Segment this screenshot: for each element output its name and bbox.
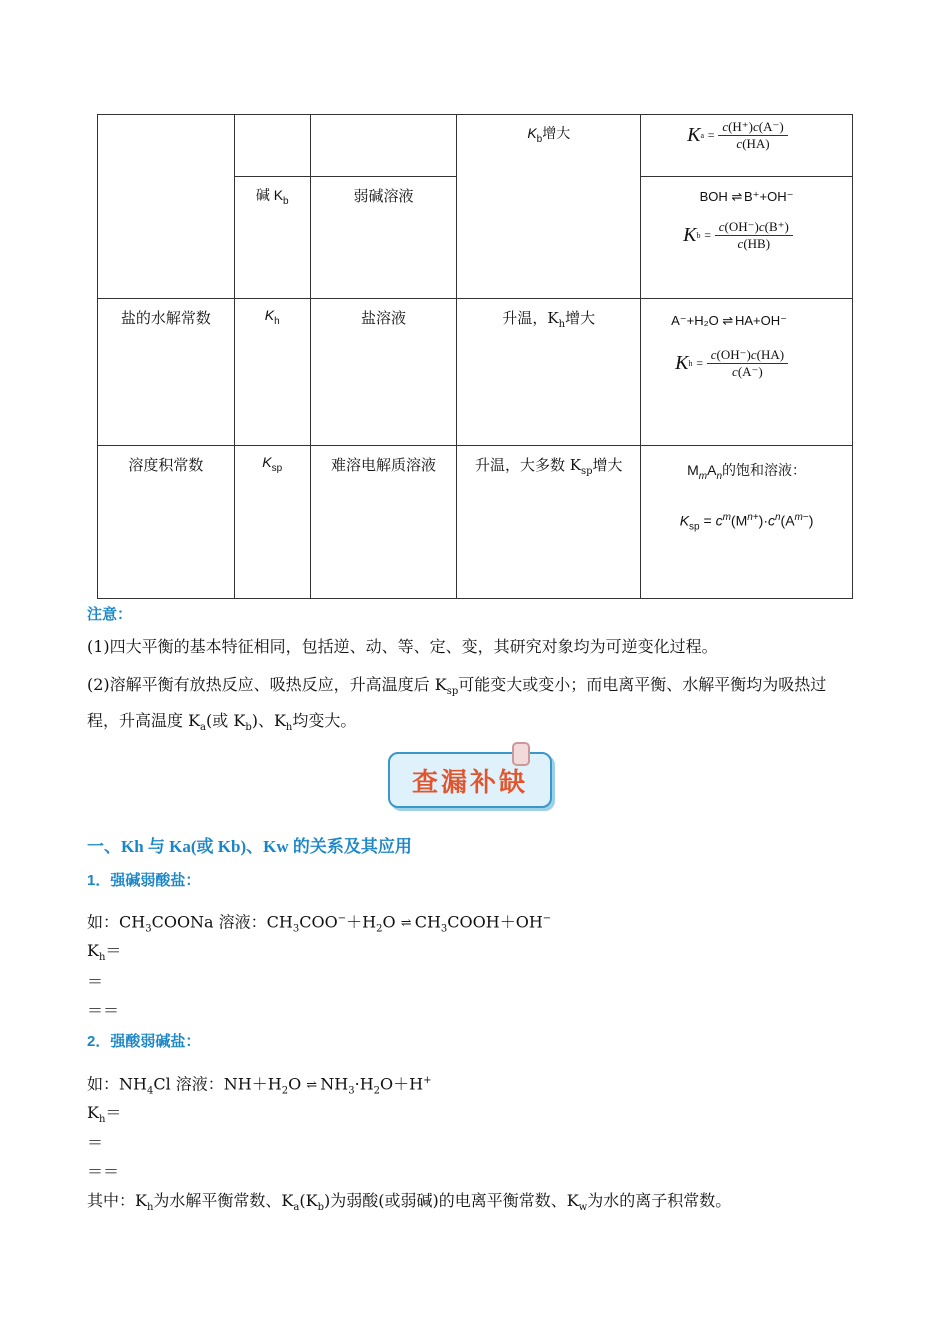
banner-label: 查漏补缺 [411, 768, 528, 798]
eq-line-2: ＝＝ [87, 1001, 120, 1020]
paper-clip-icon [512, 742, 530, 766]
kh-line-2: $K_h=$ [87, 1103, 122, 1126]
note-paragraph-1: (1)四大平衡的基本特征相同，包括逆、动、等、定、变，其研究对象均为可逆变化过程。 [87, 637, 718, 656]
note-paragraph-2: (2)溶解平衡有放热反应、吸热反应，升高温度后 $K_{sp}$可能变大或变小；而电离平衡、水解平衡均为吸热过 [87, 675, 827, 698]
table-cell [310, 115, 457, 177]
subsection-1-title: 1．强碱弱酸盐： [87, 872, 201, 889]
example-2: 如：$NH_4Cl$ 溶液：$NH+H_2O$ ⇌ $NH_3\cdot H_2O+H^+$ [87, 1074, 432, 1097]
ka-formula-cell: Ka = $\frac{c(H^+)c(A^-)}{c(HA)}$ [641, 115, 853, 177]
equilibrium-arrow-icon: ⇌ [400, 916, 410, 932]
table-cell: $K_{sp}$ [234, 446, 310, 599]
equilibrium-arrow-icon: ⇌ [306, 1078, 316, 1094]
example-1: 如：$CH_3COONa$ 溶液：$CH_3COO^-+H_2O$ ⇌ $CH_3COOH+OH^-$ [87, 912, 552, 935]
note-title: 注意： [87, 606, 133, 623]
table-cell: $K_h$ [234, 299, 310, 446]
table-cell: 碱 $K_b$ [234, 177, 310, 299]
table-cell [98, 115, 235, 299]
table-cell: 溶度积常数 [98, 446, 235, 599]
eq-line-4: ＝＝ [87, 1162, 120, 1181]
eq-line-3: ＝ [87, 1133, 104, 1152]
note-paragraph-3: 程，升高温度 $K_a$(或 $K_b$)、$K_h$均变大。 [87, 711, 357, 734]
table-cell: 升温，大多数 $K_{sp}$增大 [457, 446, 641, 599]
equilibrium-arrow-icon: ⇌ [722, 313, 732, 328]
kb-symbol: K [527, 125, 537, 141]
table-cell: 难溶电解质溶液 [310, 446, 457, 599]
table-cell [234, 115, 310, 177]
conclusion: 其中：$K_h$为水解平衡常数、$K_a(K_b)$为弱酸(或弱碱)的电离平衡常数、$K_w$为水的离子积常数。 [87, 1191, 732, 1214]
table-cell: 盐的水解常数 [98, 299, 235, 446]
kh-formula-cell: A⁻+H₂O ⇌ HA+OH⁻ Kh = $\frac{c(OH^-)c(HA)}{c(A^-)}$ [641, 299, 853, 446]
equilibrium-arrow-icon: ⇌ [731, 189, 741, 204]
ka-fraction: $\frac{c(H^+)c(A^-)}{c(HA)}$ [718, 119, 787, 152]
table-cell: 升温，$K_h$增大 [457, 299, 641, 446]
table-cell: $K_b$增大 [457, 115, 641, 299]
section-title: 一、Kh 与 Ka(或 Kb)、Kw 的关系及其应用 [87, 837, 412, 856]
table-cell: 弱碱溶液 [310, 177, 457, 299]
kb-fraction: $\frac{c(OH^-)c(B^+)}{c(HB)}$ [715, 219, 793, 252]
kh-line-1: $K_h=$ [87, 941, 122, 964]
eq-line-1: ＝ [87, 972, 104, 991]
kh-fraction: $\frac{c(OH^-)c(HA)}{c(A^-)}$ [707, 347, 788, 380]
ksp-formula-cell: $M_mA_n$的饱和溶液： $K_{sp} = c^m(M^{n+})\cdot c^n(A^{m-})$ [641, 446, 853, 599]
kb-formula-cell: BOH ⇌ B⁺+OH⁻ Kb = $\frac{c(OH^-)c(B^+)}{c(HB)}$ [641, 177, 853, 299]
table-cell: 盐溶液 [310, 299, 457, 446]
subsection-2-title: 2．强酸弱碱盐： [87, 1033, 201, 1050]
equilibrium-table [97, 114, 853, 599]
